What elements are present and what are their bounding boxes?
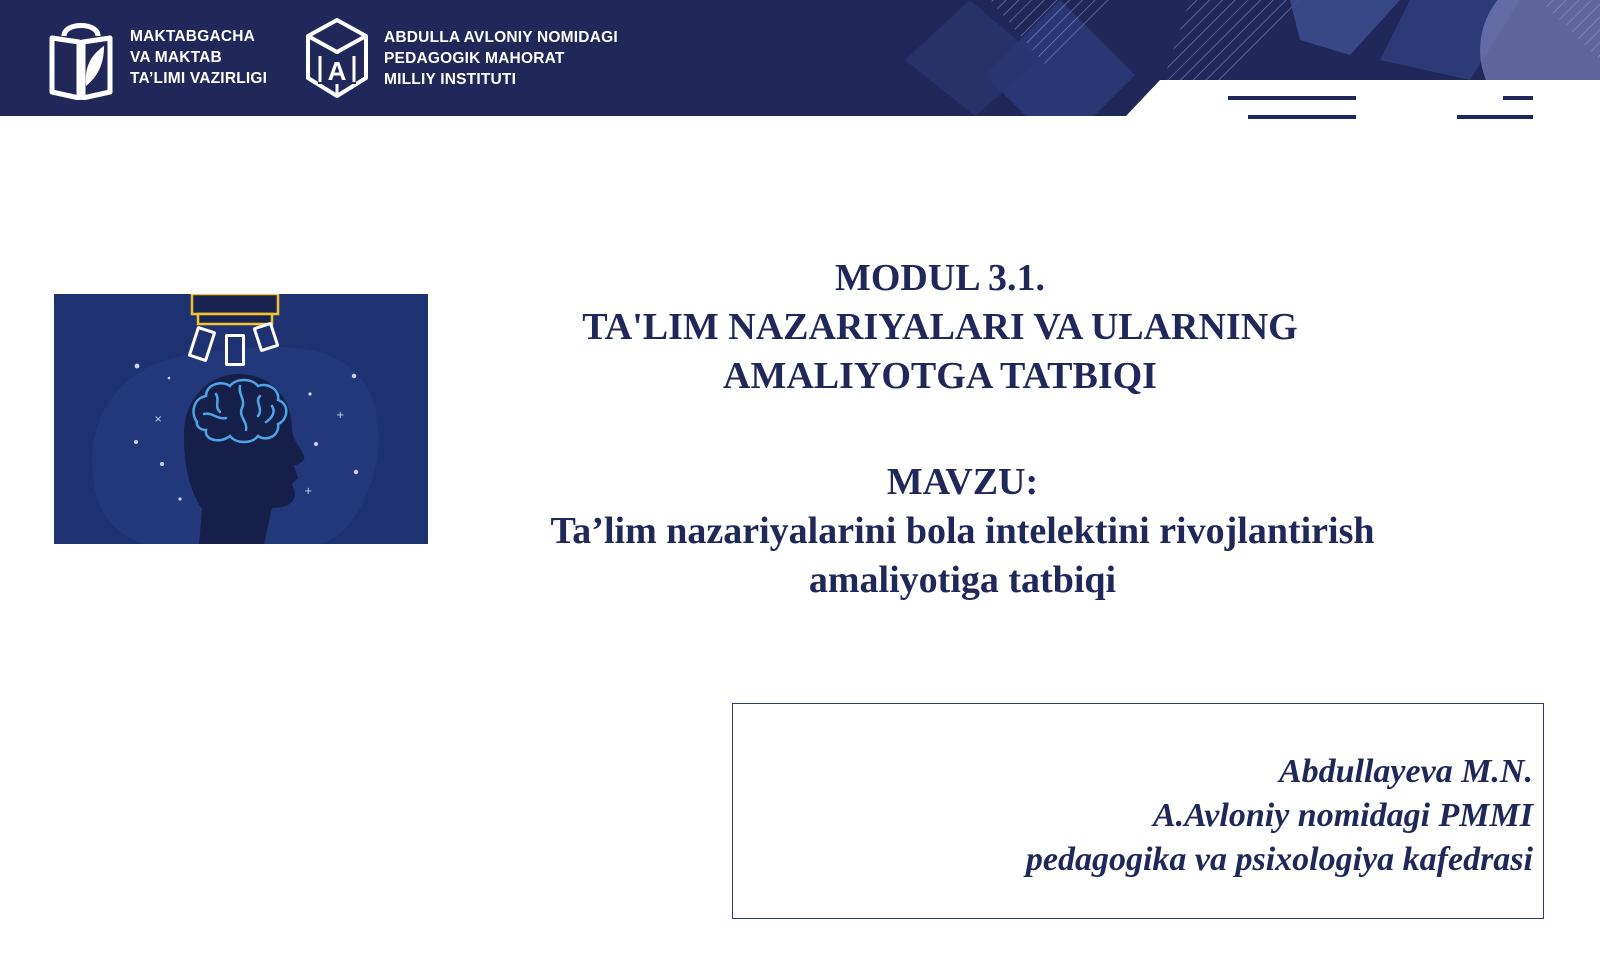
author-department: pedagogika va psixologiya kafedrasi — [1025, 841, 1533, 878]
module-title-line: TA'LIM NAZARIYALARI VA ULARNING — [582, 306, 1298, 348]
author-institution: A.Avloniy nomidagi PMMI — [1152, 797, 1533, 834]
topic-line: amaliyotiga tatbiqi — [808, 559, 1117, 601]
topic-section — [490, 458, 1435, 605]
svg-text:+: + — [336, 410, 345, 421]
institute-logo-line: ABDULLA AVLONIY NOMIDAGI — [384, 28, 618, 46]
ministry-logo-line: VA MAKTAB — [130, 48, 222, 66]
open-book-leaf-icon — [46, 14, 116, 100]
topic-line: Ta’lim nazariyalarini bola intelektini rivojlantirish — [550, 510, 1375, 552]
institute-logo — [304, 16, 618, 100]
module-title-line: AMALIYOTGA TATBIQI — [723, 355, 1157, 397]
institute-logo-line: PEDAGOGIK MAHORAT — [384, 49, 565, 67]
svg-text:×: × — [154, 414, 163, 425]
author-box — [732, 703, 1544, 919]
header-accent-lines — [1220, 94, 1540, 124]
institute-monogram: A — [327, 56, 347, 86]
ministry-logo-line: TA’LIMI VAZIRLIGI — [130, 69, 268, 87]
module-title-line: MODUL 3.1. — [834, 257, 1046, 299]
head-brain-microscope-illustration — [54, 294, 428, 544]
cube-monogram-icon — [304, 16, 370, 100]
author-name: Abdullayeva M.N. — [1278, 753, 1533, 790]
institute-logo-line: MILLIY INSTITUTI — [384, 70, 517, 88]
topic-label: MAVZU: — [886, 461, 1039, 503]
svg-text:+: + — [304, 486, 313, 497]
ministry-logo-line: MAKTABGACHA — [130, 27, 256, 45]
ministry-logo — [46, 14, 267, 100]
module-title — [490, 254, 1390, 401]
